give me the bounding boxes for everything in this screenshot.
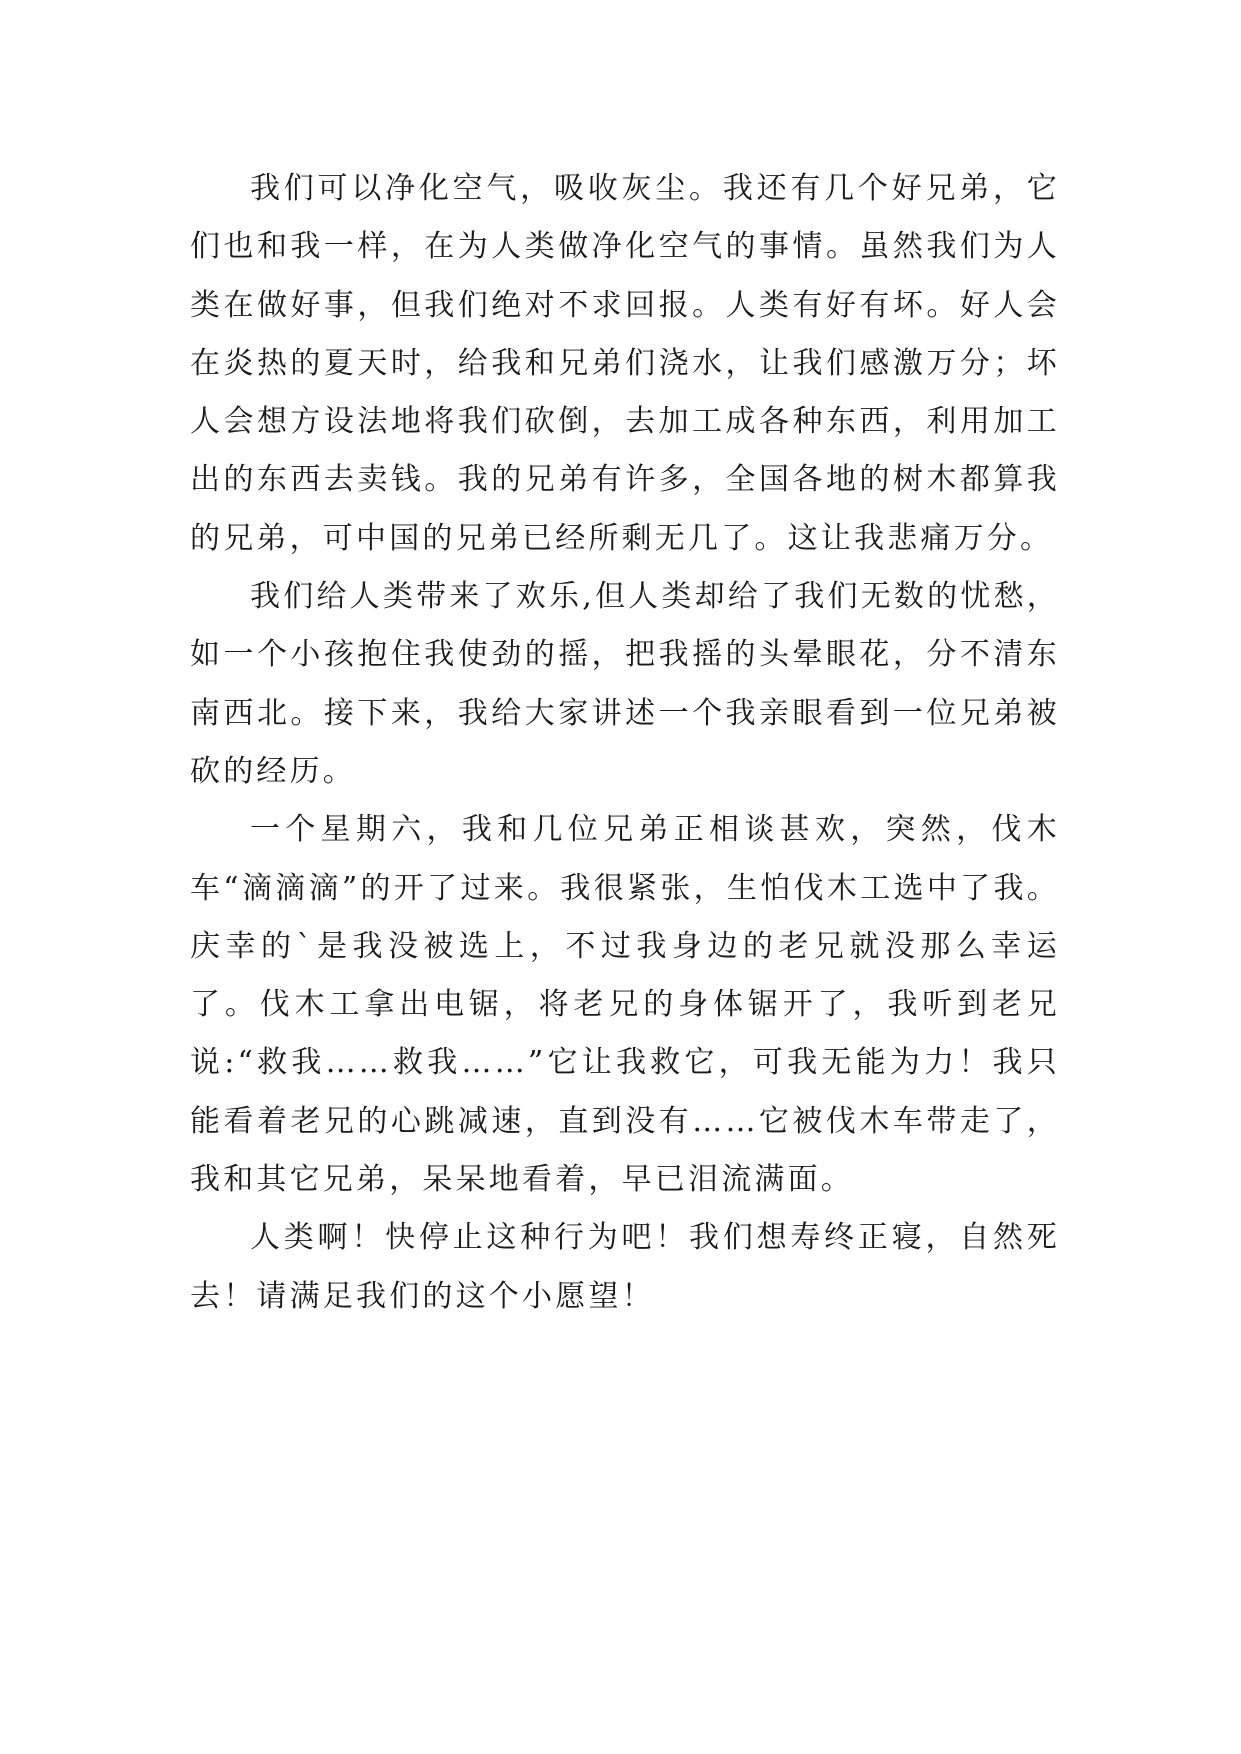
paragraph-3: 一个星期六，我和几位兄弟正相谈甚欢，突然，伐木车“滴滴滴”的开了过来。我很紧张，生怕伐木工选中了我。庆幸的`是我没被选上，不过我身边的老兄就没那么幸运了。伐木工拿出电锯，将老兄的身体锯开了，我听到老兄说:“救我……救我……”它让我救它，可我无能为力！我只能看着老兄的心跳减速，直到没有……它被伐木车带走了，我和其它兄弟，呆呆地看着，早已泪流满面。: [190, 812, 1060, 1198]
paragraph-4: 人类啊！快停止这种行为吧！我们想寿终正寝，自然死去！请满足我们的这个小愿望！: [190, 1220, 1060, 1314]
document-body: [190, 160, 1060, 1326]
paragraph-2: 我们给人类带来了欢乐,但人类却给了我们无数的忧愁，如一个小孩抱住我使劲的摇，把我摇的头晕眼花，分不清东南西北。接下来，我给大家讲述一个我亲眼看到一位兄弟被砍的经历。: [190, 579, 1060, 789]
paragraph-1: 我们可以净化空气，吸收灰尘。我还有几个好兄弟，它们也和我一样，在为人类做净化空气的事情。虽然我们为人类在做好事，但我们绝对不求回报。人类有好有坏。好人会在炎热的夏天时，给我和兄弟们浇水，让我们感激万分；坏人会想方设法地将我们砍倒，去加工成各种东西，利用加工出的东西去卖钱。我的兄弟有许多，全国各地的树木都算我的兄弟，可中国的兄弟已经所剩无几了。这让我悲痛万分。: [190, 171, 1060, 556]
